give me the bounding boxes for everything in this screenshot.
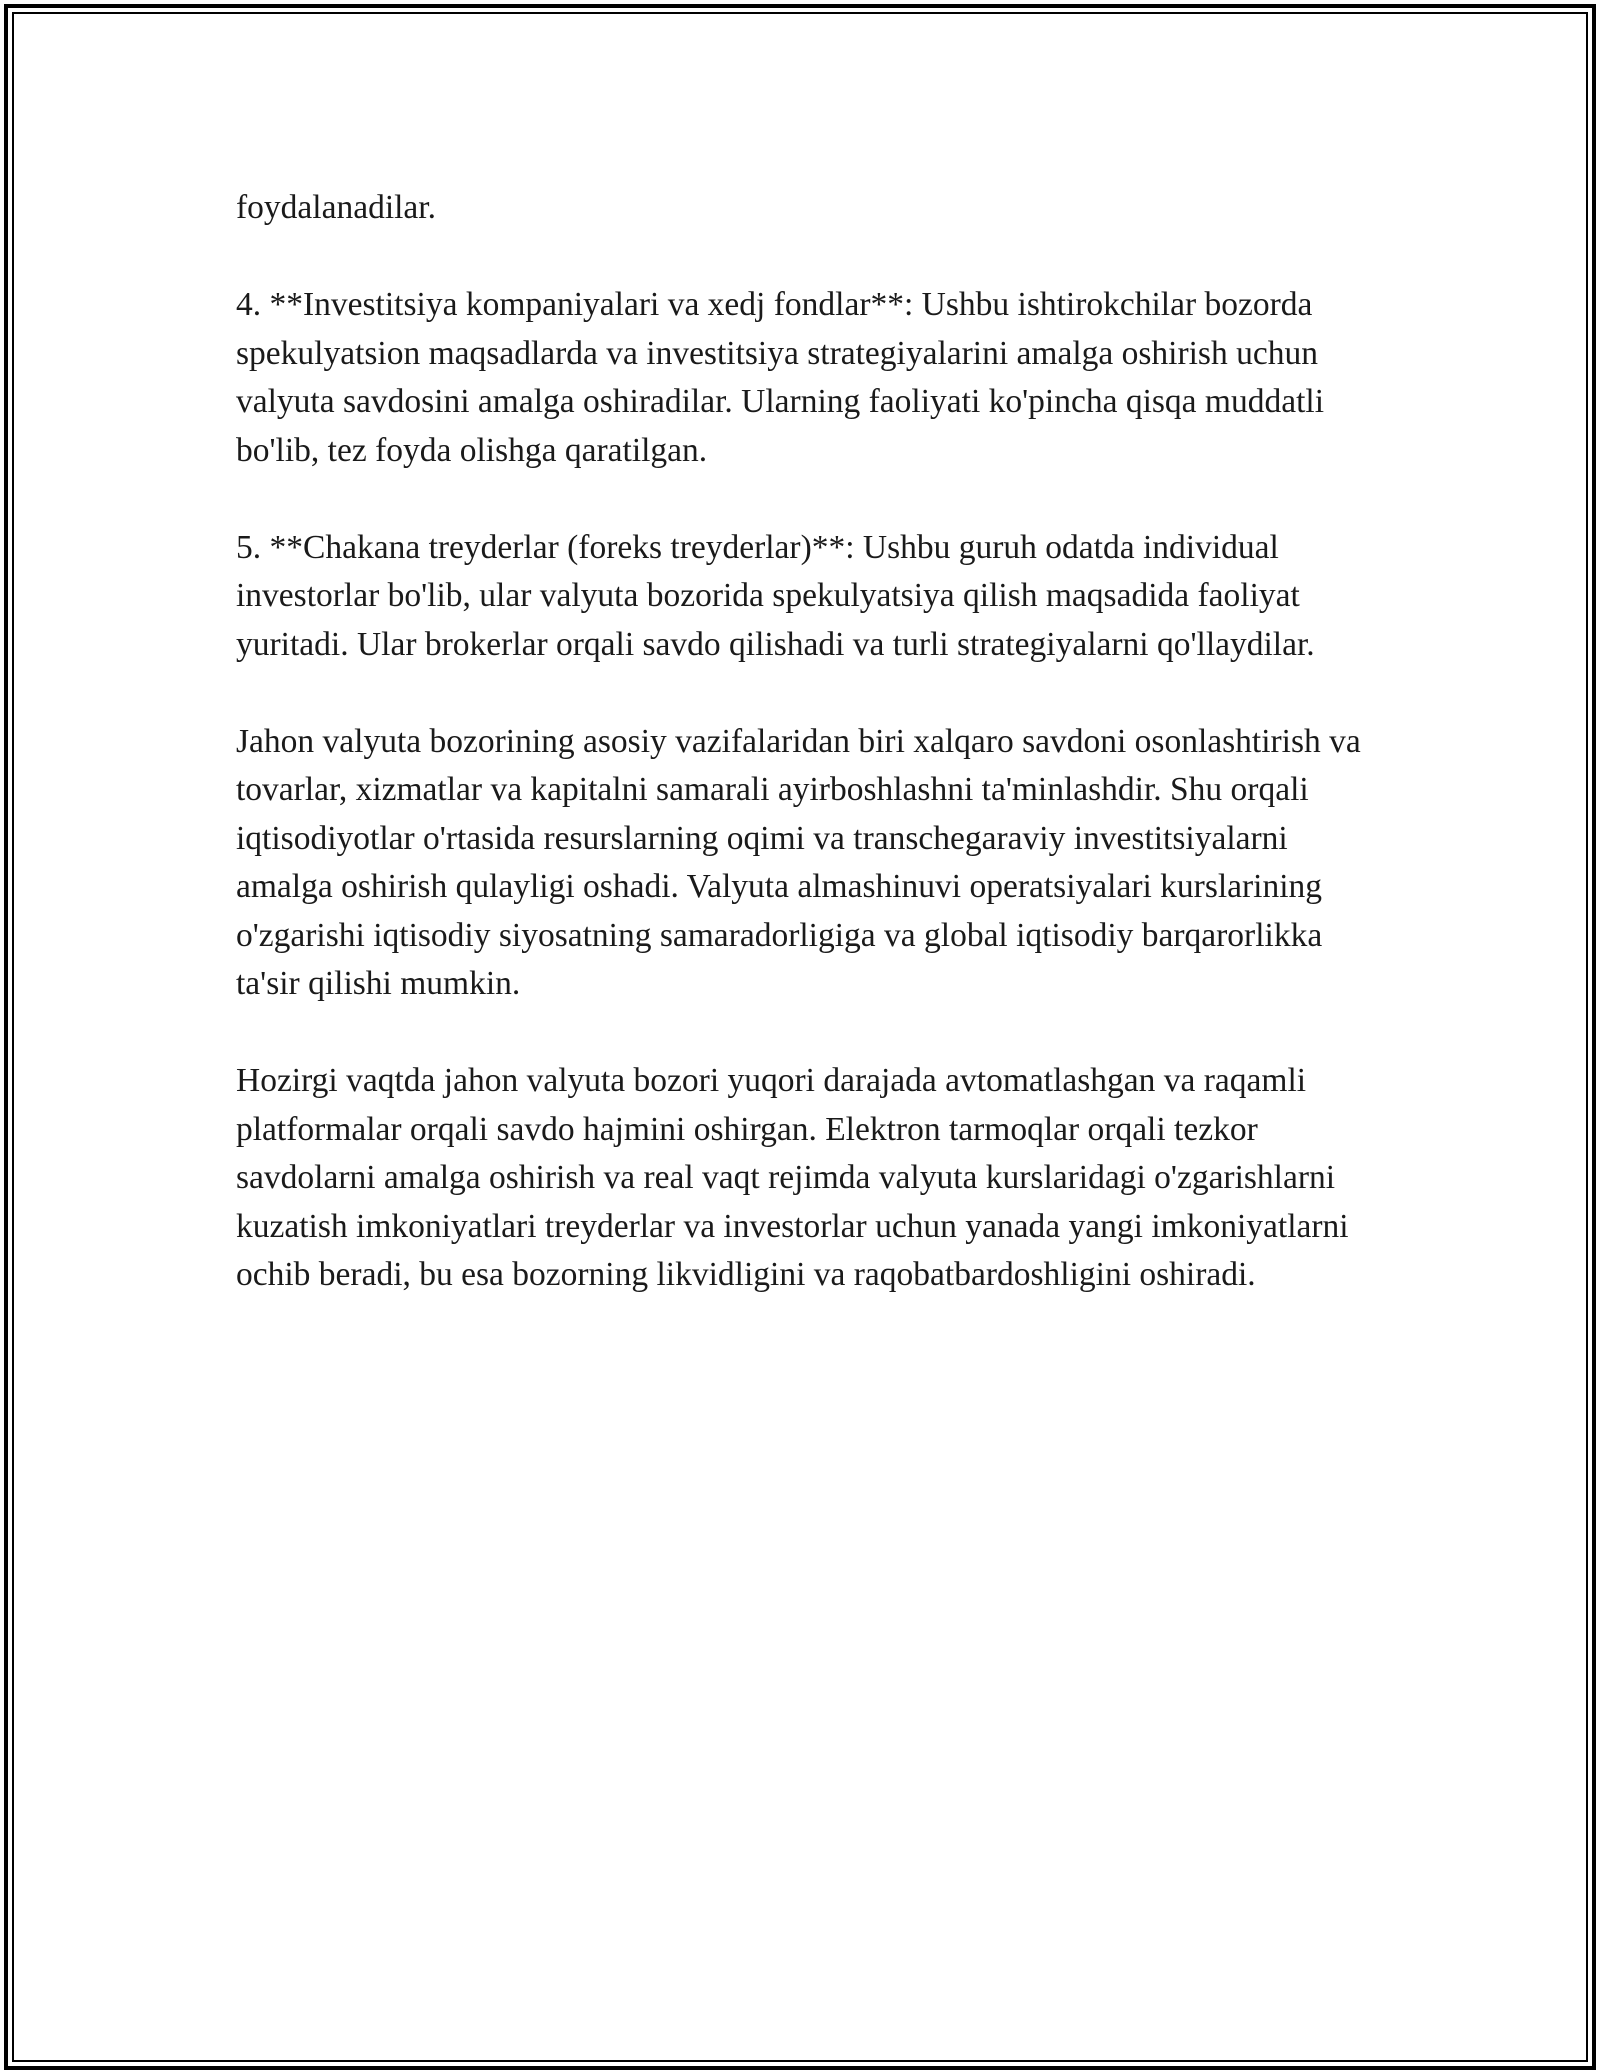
paragraph-item-5: 5. **Chakana treyderlar (foreks treyderlar)**: Ushbu guruh odatda individual investorlar bo'lib, ular valyuta bozorida spekulyatsiya qilish maqsadida faoliyat yuritadi. Ular brokerlar orqali savdo qilishadi va turli strategiyalarni qo'llaydilar. bbox=[236, 528, 1315, 663]
paragraph-continuation: foydalanadilar. bbox=[236, 189, 436, 226]
paragraph-item-4: 4. **Investitsiya kompaniyalari va xedj fondlar**: Ushbu ishtirokchilar bozorda spekulyatsion maqsadlarda va investitsiya strategiyalarini amalga oshirish uchun valyuta savdosini amalga oshiradilar. Ularning faoliyati ko'pincha qisqa muddatli bo'lib, tez foyda olishga qaratilgan. bbox=[236, 286, 1325, 469]
paragraph-market-automation: Hozirgi vaqtda jahon valyuta bozori yuqori darajada avtomatlashgan va raqamli platformalar orqali savdo hajmini oshirgan. Elektron tarmoqlar orqali tezkor savdolarni amalga oshirish va real vaqt rejimda valyuta kurslaridagi o'zgarishlarni kuzatish imkoniyatlari treyderlar va investorlar uchun yanada yangi imkoniyatlarni ochib beradi, bu esa bozorning likvidligini va raqobatbardoshligini oshiradi. bbox=[236, 1062, 1349, 1293]
document-body bbox=[236, 184, 1366, 1348]
paragraph-market-functions: Jahon valyuta bozorining asosiy vazifalaridan biri xalqaro savdoni osonlashtirish va tovarlar, xizmatlar va kapitalni samarali ayirboshlashni ta'minlashdir. Shu orqali iqtisodiyotlar o'rtasida resurslarning oqimi va transchegaraviy investitsiyalarni amalga oshirish qulayligi oshadi. Valyuta almashinuvi operatsiyalari kurslarining o'zgarishi iqtisodiy siyosatning samaradorligiga va global iqtisodiy barqarorlikka ta'sir qilishi mumkin. bbox=[236, 722, 1361, 1002]
